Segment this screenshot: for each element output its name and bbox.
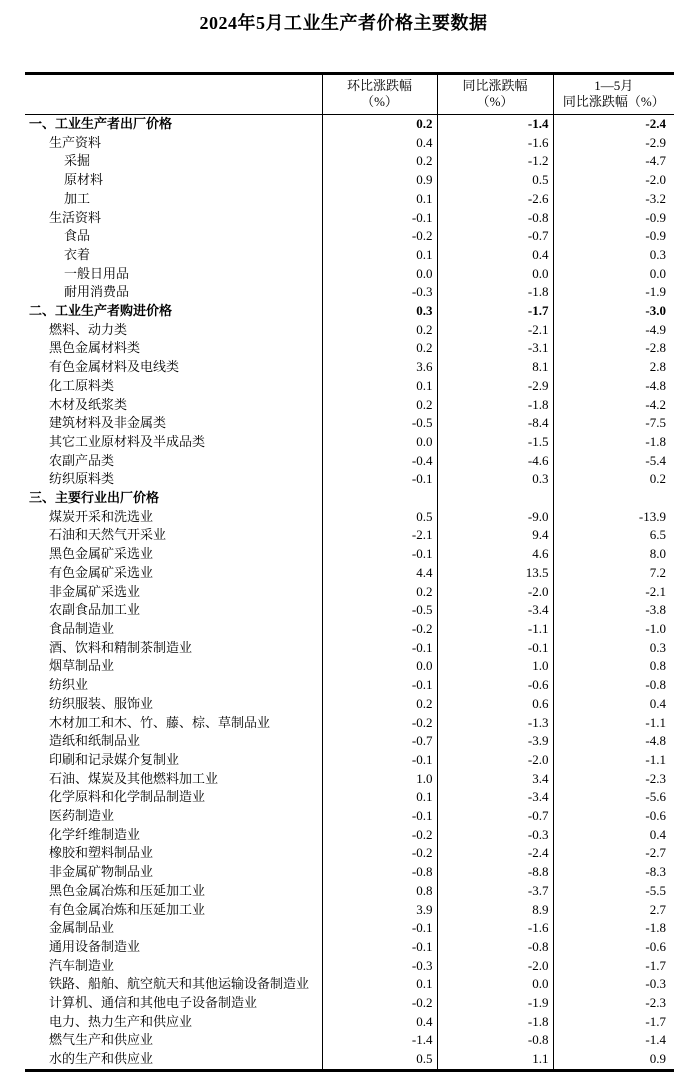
value-cell: -4.8 — [553, 732, 674, 751]
table-row — [25, 620, 674, 639]
value-cell: -0.7 — [437, 227, 553, 246]
value-cell: -3.9 — [437, 732, 553, 751]
value-cell: -1.3 — [437, 714, 553, 733]
table-row — [25, 770, 674, 789]
value-cell: -0.2 — [322, 714, 437, 733]
value-cell: -2.1 — [437, 321, 553, 340]
value-cell: -1.7 — [553, 1013, 674, 1032]
value-cell: 0.2 — [322, 339, 437, 358]
value-cell: -0.1 — [322, 639, 437, 658]
table-row — [25, 321, 674, 340]
value-cell: -1.9 — [553, 283, 674, 302]
row-label: 有色金属冶炼和压延加工业 — [49, 901, 206, 917]
row-label: 生活资料 — [49, 209, 102, 225]
table-row — [25, 452, 674, 471]
value-cell: -2.3 — [553, 770, 674, 789]
row-label: 黑色金属矿采选业 — [49, 546, 154, 562]
table-row — [25, 152, 674, 171]
value-cell: -2.7 — [553, 844, 674, 863]
value-cell: 7.2 — [553, 564, 674, 583]
value-cell: -0.2 — [322, 994, 437, 1013]
value-cell: 0.6 — [437, 695, 553, 714]
row-label: 通用设备制造业 — [49, 938, 141, 954]
value-cell: -1.9 — [437, 994, 553, 1013]
value-cell: -0.1 — [322, 751, 437, 770]
row-label: 一、工业生产者出厂价格 — [29, 116, 173, 131]
row-label: 石油和天然气开采业 — [49, 527, 167, 543]
table-row — [25, 695, 674, 714]
value-cell: 9.4 — [437, 526, 553, 545]
value-cell: 0.1 — [322, 246, 437, 265]
value-cell: -0.1 — [437, 639, 553, 658]
table-row — [25, 134, 674, 153]
row-label: 建筑材料及非金属类 — [49, 415, 167, 431]
value-cell: 0.1 — [322, 788, 437, 807]
value-cell: 2.7 — [553, 901, 674, 920]
header-cell-yoy — [437, 74, 553, 115]
value-cell — [322, 489, 437, 508]
table-row — [25, 601, 674, 620]
table-row — [25, 676, 674, 695]
value-cell: 1.0 — [322, 770, 437, 789]
table-row — [25, 414, 674, 433]
value-cell: -0.1 — [322, 470, 437, 489]
table-row — [25, 1013, 674, 1032]
value-cell: 0.3 — [437, 470, 553, 489]
value-cell: -4.7 — [553, 152, 674, 171]
value-cell: -0.6 — [437, 676, 553, 695]
value-cell: 6.5 — [553, 526, 674, 545]
value-cell: -1.8 — [437, 396, 553, 415]
row-label: 一般日用品 — [64, 265, 130, 281]
value-cell: 0.0 — [437, 265, 553, 284]
table-row — [25, 470, 674, 489]
value-cell: -0.8 — [437, 1031, 553, 1050]
value-cell: -2.8 — [553, 339, 674, 358]
value-cell: 0.9 — [553, 1050, 674, 1070]
row-label: 化学纤维制造业 — [49, 826, 141, 842]
table-row — [25, 882, 674, 901]
table-row — [25, 901, 674, 920]
value-cell: 8.0 — [553, 545, 674, 564]
table-row — [25, 339, 674, 358]
row-label: 采掘 — [64, 153, 91, 169]
value-cell: 0.2 — [322, 115, 437, 134]
value-cell: -0.9 — [553, 209, 674, 228]
value-cell: 0.0 — [437, 975, 553, 994]
table-row — [25, 115, 674, 134]
value-cell: 0.3 — [553, 639, 674, 658]
row-label: 木材及纸浆类 — [49, 396, 128, 412]
value-cell: -0.6 — [553, 807, 674, 826]
row-label: 加工 — [64, 190, 91, 206]
table-row — [25, 919, 674, 938]
value-cell: 0.2 — [322, 583, 437, 602]
page-title: 2024年5月工业生产者价格主要数据 — [199, 13, 488, 33]
value-cell: -1.1 — [553, 714, 674, 733]
value-cell: -0.8 — [322, 863, 437, 882]
table-row — [25, 994, 674, 1013]
value-cell: 0.1 — [322, 190, 437, 209]
value-cell: -1.6 — [437, 134, 553, 153]
value-cell: 0.2 — [322, 321, 437, 340]
table-row — [25, 526, 674, 545]
value-cell: 0.2 — [322, 152, 437, 171]
value-cell: -2.4 — [553, 115, 674, 134]
value-cell: 0.0 — [322, 433, 437, 452]
row-label: 煤炭开采和洗选业 — [49, 508, 154, 524]
header-row — [25, 74, 674, 115]
table-row — [25, 863, 674, 882]
value-cell: -1.4 — [553, 1031, 674, 1050]
value-cell: -3.4 — [437, 788, 553, 807]
table-row — [25, 489, 674, 508]
table-row — [25, 714, 674, 733]
value-cell: 0.2 — [553, 470, 674, 489]
value-cell: -2.1 — [553, 583, 674, 602]
table-row — [25, 1050, 674, 1070]
row-label: 原材料 — [64, 172, 104, 188]
table-row — [25, 433, 674, 452]
table-row — [25, 788, 674, 807]
value-cell: 1.1 — [437, 1050, 553, 1070]
row-label: 耐用消费品 — [64, 284, 130, 300]
value-cell: -1.8 — [553, 433, 674, 452]
value-cell: -2.9 — [437, 377, 553, 396]
row-label: 燃料、动力类 — [49, 321, 128, 337]
header-yoy-line1: 同比涨跌幅 — [462, 78, 528, 93]
row-label: 铁路、船舶、航空航天和其他运输设备制造业 — [49, 976, 310, 992]
table-row — [25, 377, 674, 396]
value-cell: -4.9 — [553, 321, 674, 340]
value-cell: -1.7 — [553, 957, 674, 976]
row-label: 纺织服装、服饰业 — [49, 695, 154, 711]
value-cell: -3.8 — [553, 601, 674, 620]
table-row — [25, 957, 674, 976]
value-cell: 0.8 — [553, 657, 674, 676]
header-ytd-line1: 1—5月 — [594, 78, 634, 93]
value-cell: -0.3 — [322, 957, 437, 976]
value-cell: -4.8 — [553, 377, 674, 396]
value-cell: -0.1 — [322, 938, 437, 957]
row-label: 食品 — [64, 228, 91, 244]
value-cell: -8.8 — [437, 863, 553, 882]
row-label: 生产资料 — [49, 134, 102, 150]
value-cell: -0.6 — [553, 938, 674, 957]
table-row — [25, 209, 674, 228]
value-cell: 0.0 — [322, 265, 437, 284]
row-label: 水的生产和供应业 — [49, 1051, 154, 1067]
row-label: 化学原料和化学制品制造业 — [49, 789, 206, 805]
value-cell: -0.3 — [322, 283, 437, 302]
table-body — [25, 115, 674, 1071]
row-label: 衣着 — [64, 246, 91, 262]
value-cell: 0.4 — [322, 134, 437, 153]
row-label: 造纸和纸制品业 — [49, 733, 141, 749]
table-row — [25, 751, 674, 770]
table-row — [25, 826, 674, 845]
table-row — [25, 583, 674, 602]
row-label: 纺织原料类 — [49, 471, 115, 487]
table-row — [25, 639, 674, 658]
value-cell: -1.8 — [437, 283, 553, 302]
table-row — [25, 545, 674, 564]
value-cell: -0.1 — [322, 545, 437, 564]
header-mom-line1: 环比涨跌幅 — [346, 78, 412, 93]
row-label: 其它工业原材料及半成品类 — [49, 433, 206, 449]
value-cell: 3.6 — [322, 358, 437, 377]
value-cell: -2.4 — [437, 844, 553, 863]
row-label: 农副食品加工业 — [49, 602, 141, 618]
value-cell: -2.1 — [322, 526, 437, 545]
table-row — [25, 171, 674, 190]
value-cell: -1.2 — [437, 152, 553, 171]
table-row — [25, 246, 674, 265]
header-cell-empty — [25, 74, 322, 115]
value-cell: -0.2 — [322, 227, 437, 246]
row-label: 烟草制品业 — [49, 658, 115, 674]
value-cell: -0.2 — [322, 620, 437, 639]
value-cell: -0.8 — [553, 676, 674, 695]
value-cell: -3.2 — [553, 190, 674, 209]
value-cell: 0.4 — [437, 246, 553, 265]
value-cell: -0.1 — [322, 209, 437, 228]
table-row — [25, 975, 674, 994]
value-cell: -1.0 — [553, 620, 674, 639]
value-cell: -5.5 — [553, 882, 674, 901]
value-cell: -0.1 — [322, 807, 437, 826]
row-label: 橡胶和塑料制品业 — [49, 845, 154, 861]
table-row — [25, 732, 674, 751]
value-cell: 0.5 — [322, 508, 437, 527]
value-cell: -1.1 — [553, 751, 674, 770]
value-cell: -7.5 — [553, 414, 674, 433]
value-cell: 0.5 — [437, 171, 553, 190]
row-label: 印刷和记录媒介复制业 — [49, 751, 180, 767]
value-cell — [553, 489, 674, 508]
value-cell: -0.3 — [437, 826, 553, 845]
value-cell — [437, 489, 553, 508]
value-cell: 0.4 — [553, 695, 674, 714]
value-cell: -3.0 — [553, 302, 674, 321]
row-label: 木材加工和木、竹、藤、棕、草制品业 — [49, 714, 271, 730]
row-label: 石油、煤炭及其他燃料加工业 — [49, 770, 219, 786]
table-row — [25, 283, 674, 302]
row-label: 汽车制造业 — [49, 957, 115, 973]
value-cell: -0.5 — [322, 414, 437, 433]
value-cell: 0.4 — [322, 1013, 437, 1032]
value-cell: -2.0 — [437, 957, 553, 976]
value-cell: -2.0 — [553, 171, 674, 190]
value-cell: -0.2 — [322, 844, 437, 863]
row-label: 农副产品类 — [49, 452, 115, 468]
row-label: 有色金属矿采选业 — [49, 564, 154, 580]
value-cell: -3.4 — [437, 601, 553, 620]
value-cell: -4.6 — [437, 452, 553, 471]
value-cell: -1.5 — [437, 433, 553, 452]
value-cell: -13.9 — [553, 508, 674, 527]
value-cell: -2.6 — [437, 190, 553, 209]
value-cell: 0.3 — [553, 246, 674, 265]
value-cell: 3.4 — [437, 770, 553, 789]
row-label: 医药制造业 — [49, 808, 115, 824]
row-label: 纺织业 — [49, 677, 89, 693]
header-mom-line2: （%） — [361, 94, 398, 109]
table-row — [25, 564, 674, 583]
table-row — [25, 1031, 674, 1050]
value-cell: -2.9 — [553, 134, 674, 153]
value-cell: -1.7 — [437, 302, 553, 321]
header-yoy-line2: （%） — [476, 94, 514, 109]
value-cell: -3.7 — [437, 882, 553, 901]
value-cell: 8.1 — [437, 358, 553, 377]
value-cell: -1.8 — [553, 919, 674, 938]
value-cell: -1.8 — [437, 1013, 553, 1032]
value-cell: 4.6 — [437, 545, 553, 564]
row-label: 酒、饮料和精制茶制造业 — [49, 639, 193, 655]
value-cell: -0.5 — [322, 601, 437, 620]
row-label: 黑色金属冶炼和压延加工业 — [49, 882, 206, 898]
value-cell: -5.4 — [553, 452, 674, 471]
row-label: 燃气生产和供应业 — [49, 1032, 154, 1048]
value-cell: -5.6 — [553, 788, 674, 807]
row-label: 电力、热力生产和供应业 — [49, 1013, 193, 1029]
table-row — [25, 265, 674, 284]
header-cell-ytd — [553, 74, 674, 115]
table-row — [25, 190, 674, 209]
value-cell: 3.9 — [322, 901, 437, 920]
row-label: 非金属矿物制品业 — [49, 864, 154, 880]
value-cell: -4.2 — [553, 396, 674, 415]
table-row — [25, 227, 674, 246]
table-row — [25, 657, 674, 676]
value-cell: -2.0 — [437, 751, 553, 770]
header-ytd-line2: 同比涨跌幅（%） — [562, 94, 665, 109]
row-label: 非金属矿采选业 — [49, 583, 141, 599]
table-row — [25, 358, 674, 377]
value-cell: 0.3 — [322, 302, 437, 321]
row-label: 三、主要行业出厂价格 — [29, 490, 160, 506]
value-cell: -3.1 — [437, 339, 553, 358]
value-cell: -8.4 — [437, 414, 553, 433]
value-cell: -0.2 — [322, 826, 437, 845]
value-cell: 2.8 — [553, 358, 674, 377]
table-row — [25, 396, 674, 415]
ppi-data-table — [25, 72, 674, 1072]
value-cell: 13.5 — [437, 564, 553, 583]
table-row — [25, 844, 674, 863]
table-row — [25, 807, 674, 826]
value-cell: -1.1 — [437, 620, 553, 639]
value-cell: 0.8 — [322, 882, 437, 901]
row-label: 金属制品业 — [49, 920, 115, 936]
value-cell: -9.0 — [437, 508, 553, 527]
table-row — [25, 302, 674, 321]
row-label: 二、工业生产者购进价格 — [29, 303, 173, 319]
value-cell: -1.4 — [437, 115, 553, 134]
value-cell: -0.3 — [553, 975, 674, 994]
value-cell: -0.7 — [322, 732, 437, 751]
row-label: 黑色金属材料类 — [49, 340, 141, 356]
value-cell: -0.1 — [322, 919, 437, 938]
value-cell: 0.4 — [553, 826, 674, 845]
row-label: 有色金属材料及电线类 — [49, 359, 180, 375]
value-cell: -0.1 — [322, 676, 437, 695]
value-cell: -8.3 — [553, 863, 674, 882]
value-cell: -0.7 — [437, 807, 553, 826]
value-cell: 8.9 — [437, 901, 553, 920]
value-cell: -1.4 — [322, 1031, 437, 1050]
value-cell: -2.3 — [553, 994, 674, 1013]
value-cell: 4.4 — [322, 564, 437, 583]
value-cell: -0.9 — [553, 227, 674, 246]
row-label: 计算机、通信和其他电子设备制造业 — [49, 995, 258, 1011]
value-cell: 0.2 — [322, 695, 437, 714]
value-cell: -2.0 — [437, 583, 553, 602]
value-cell: 0.5 — [322, 1050, 437, 1070]
value-cell: -1.6 — [437, 919, 553, 938]
value-cell: 0.1 — [322, 975, 437, 994]
value-cell: 0.0 — [553, 265, 674, 284]
value-cell: 0.0 — [322, 657, 437, 676]
value-cell: -0.8 — [437, 209, 553, 228]
row-label: 化工原料类 — [49, 377, 115, 393]
header-cell-mom — [322, 74, 437, 115]
value-cell: 1.0 — [437, 657, 553, 676]
value-cell: 0.9 — [322, 171, 437, 190]
row-label: 食品制造业 — [49, 620, 115, 636]
table-row — [25, 938, 674, 957]
table-row — [25, 508, 674, 527]
value-cell: -0.8 — [437, 938, 553, 957]
value-cell: 0.1 — [322, 377, 437, 396]
value-cell: -0.4 — [322, 452, 437, 471]
value-cell: 0.2 — [322, 396, 437, 415]
table-header — [25, 74, 674, 115]
